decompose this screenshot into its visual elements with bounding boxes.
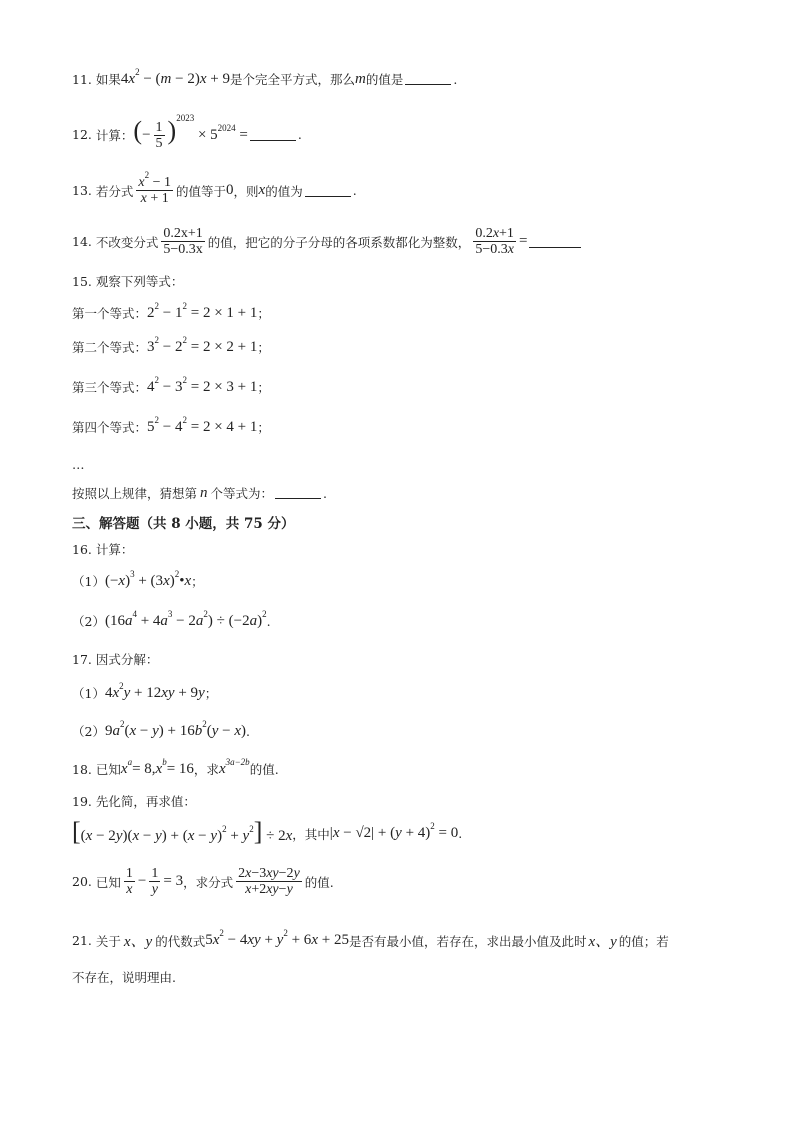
q13-number: 13. bbox=[72, 183, 92, 198]
q13-end: . bbox=[352, 183, 357, 198]
q12-expr: (− $\frac{1}{5}$ )$^{2023} \times 5^{2024}$ = bbox=[133, 113, 248, 152]
question-20: 20. 已知 $\frac{1}{x}$ − $\frac{1}{y}$ = 3 ，求分式 $\frac{2x-3xy-2y}{x+2xy-y}$ 的值. bbox=[72, 866, 334, 897]
q11-text3: 的值是 bbox=[365, 72, 404, 87]
question-12 bbox=[72, 113, 302, 152]
q15-ellipsis: … bbox=[72, 457, 85, 472]
q11-text2: 是个完全平方式，那么 bbox=[229, 72, 355, 87]
q13-text: 若分式 bbox=[95, 183, 134, 199]
q13-text4: 的值为 bbox=[265, 183, 303, 199]
q15-guess: 按照以上规律，猜想第 n 个等式为： . bbox=[72, 484, 328, 501]
q14-fraction-2: $\frac{0.2x+1}{5-0.3x}$ bbox=[475, 226, 514, 257]
q13-fraction: $\frac{x^2 - 1}{x + 1}$ bbox=[138, 170, 172, 206]
question-19: 19. 先化简，再求值： bbox=[72, 793, 196, 809]
q13-text3: ，则 bbox=[233, 183, 259, 199]
q21-line2: 不存在，说明理由. bbox=[72, 970, 176, 985]
q11-var: m bbox=[355, 70, 366, 87]
q13-blank[interactable] bbox=[305, 185, 351, 197]
q14-number: 14. bbox=[72, 234, 92, 249]
question-15 bbox=[72, 272, 183, 290]
q13-zero: 0 bbox=[226, 182, 234, 198]
q13-var: x bbox=[258, 182, 266, 198]
q11-text: 如果 bbox=[95, 72, 121, 87]
q14-fraction-1: $\frac{0.2x+1}{5-0.3x}$ bbox=[163, 226, 203, 257]
q12-blank[interactable] bbox=[250, 129, 296, 141]
q12-text: 计算： bbox=[95, 127, 134, 143]
q17-part-1: （1） $4x^2y + 12xy + 9y$ ； bbox=[72, 680, 218, 701]
q15-title: 观察下列等式： bbox=[95, 274, 184, 289]
q14-text: 不改变分式 bbox=[95, 234, 159, 250]
q15-equation-row: 第一个等式： $2^2 - 1^2 = 2 \times 1 + 1$ ； bbox=[72, 300, 270, 321]
q15-blank[interactable] bbox=[275, 487, 321, 499]
q12-number: 12. bbox=[72, 127, 92, 143]
q19-expr: $[(x - 2y)(x - y) + (x - y)^2 + y^2] \div 2x$ ，其中 $|x - √2| + (y + 4)^2 = 0$ . bbox=[72, 817, 463, 846]
question-17: 17. 因式分解： bbox=[72, 651, 159, 667]
q14-text2: 的值，把它的分子分母的各项系数都化为整数， bbox=[207, 234, 471, 250]
question-14: 14. 不改变分式 $\frac{0.2x+1}{5-0.3x}$ 的值，把它的分子分母的各项系数都化为整数， $\frac{0.2x+1}{5-0.3x}$ = bbox=[72, 226, 583, 257]
q16-part-2: （2） $(16a^4 + 4a^3 - 2a^2) \div (-2a)^2$ . bbox=[72, 608, 271, 629]
q11-number: 11. bbox=[72, 71, 92, 87]
question-18: 18. 已知 $x^a$ = 8, $x^b$ = 16 ，求 $x^{3a-2b}$ 的值. bbox=[72, 756, 279, 777]
question-16: 16. 计算： bbox=[72, 541, 134, 557]
question-21: 21. 关于 x、y 的代数式 $5x^2 - 4xy + y^2 + 6x + 25$ 是否有最小值，若存在，求出最小值及此时 x、y 的值；若 bbox=[72, 928, 669, 950]
question-11 bbox=[72, 66, 458, 88]
q15-equation-row: 第三个等式： $4^2 - 3^2 = 2 \times 3 + 1$ ； bbox=[72, 374, 270, 395]
section-heading: 三、解答题（共 8 小题，共 75 分） bbox=[72, 516, 295, 532]
q14-blank[interactable] bbox=[529, 236, 581, 248]
q11-expr: $4x^2 - (m - 2)x + 9$ bbox=[120, 66, 230, 87]
q17-part-2: （2） $9a^2(x - y) + 16b^2(y - x)$ . bbox=[72, 718, 251, 739]
question-13 bbox=[72, 170, 357, 206]
q16-part-1: （1） $(-x)^3$ + $(3x)^2•x$ ； bbox=[72, 568, 204, 589]
q12-end: . bbox=[297, 127, 302, 143]
q15-equation-row: 第四个等式： $5^2 - 4^2 = 2 \times 4 + 1$ ； bbox=[72, 414, 270, 435]
q11-blank[interactable] bbox=[405, 73, 451, 85]
q13-text2: 的值等于 bbox=[176, 183, 227, 199]
q15-equation-row: 第二个等式： $3^2 - 2^2 = 2 \times 2 + 1$ ； bbox=[72, 334, 270, 355]
q11-end: . bbox=[453, 71, 458, 87]
q15-number: 15. bbox=[72, 273, 92, 289]
